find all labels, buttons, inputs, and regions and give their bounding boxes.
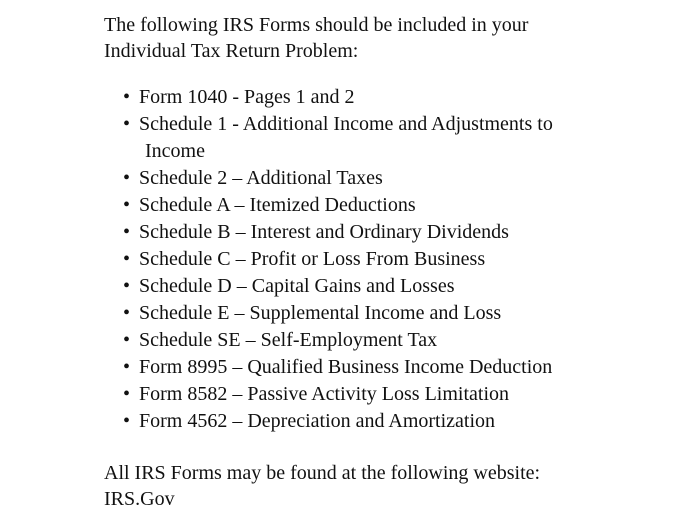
list-item [120,273,590,300]
list-item-text: Schedule D – Capital Gains and Losses [139,275,455,297]
intro-paragraph [104,12,664,64]
irs-website: IRS.Gov [104,488,175,510]
footer-line-1: All IRS Forms may be found at the following website: [104,462,541,484]
list-item [120,300,590,327]
bullet-icon: • [123,194,131,216]
bullet-icon: • [123,329,131,351]
list-item-text: Form 8995 – Qualified Business Income Deduction [139,356,553,378]
bullet-icon: • [123,275,131,297]
intro-line-2: Individual Tax Return Problem: [104,40,359,62]
bullet-icon: • [123,383,131,405]
bullet-icon: • [123,86,131,108]
list-item [120,246,590,273]
list-item-text: Form 1040 - Pages 1 and 2 [139,86,355,108]
list-item-text: Form 4562 – Depreciation and Amortization [139,410,496,432]
list-item-text: Schedule 2 – Additional Taxes [139,167,383,189]
bullet-icon: • [123,356,131,378]
bullet-icon: • [123,167,131,189]
list-item [120,111,590,165]
intro-line-1: The following IRS Forms should be included in your [104,14,529,36]
list-item [120,327,590,354]
list-item-text: Schedule 1 - Additional Income and Adjustments to [139,113,553,135]
list-item [120,408,590,435]
bullet-icon: • [123,248,131,270]
list-item [120,381,590,408]
list-item-text: Form 8582 – Passive Activity Loss Limitation [139,383,509,405]
footer-paragraph [104,460,664,512]
list-item-text: Schedule E – Supplemental Income and Loss [139,302,502,324]
list-item-text-continued: Income [145,140,205,162]
list-item-text: Schedule C – Profit or Loss From Business [139,248,486,270]
list-item [120,84,590,111]
list-item-text: Schedule A – Itemized Deductions [139,194,416,216]
list-item-text: Schedule SE – Self-Employment Tax [139,329,438,351]
irs-forms-list [120,84,590,435]
list-item [120,192,590,219]
list-item-text: Schedule B – Interest and Ordinary Dividends [139,221,509,243]
list-item [120,165,590,192]
list-item [120,219,590,246]
bullet-icon: • [123,221,131,243]
list-item [120,354,590,381]
bullet-icon: • [123,410,131,432]
bullet-icon: • [123,302,131,324]
bullet-icon: • [123,113,131,135]
